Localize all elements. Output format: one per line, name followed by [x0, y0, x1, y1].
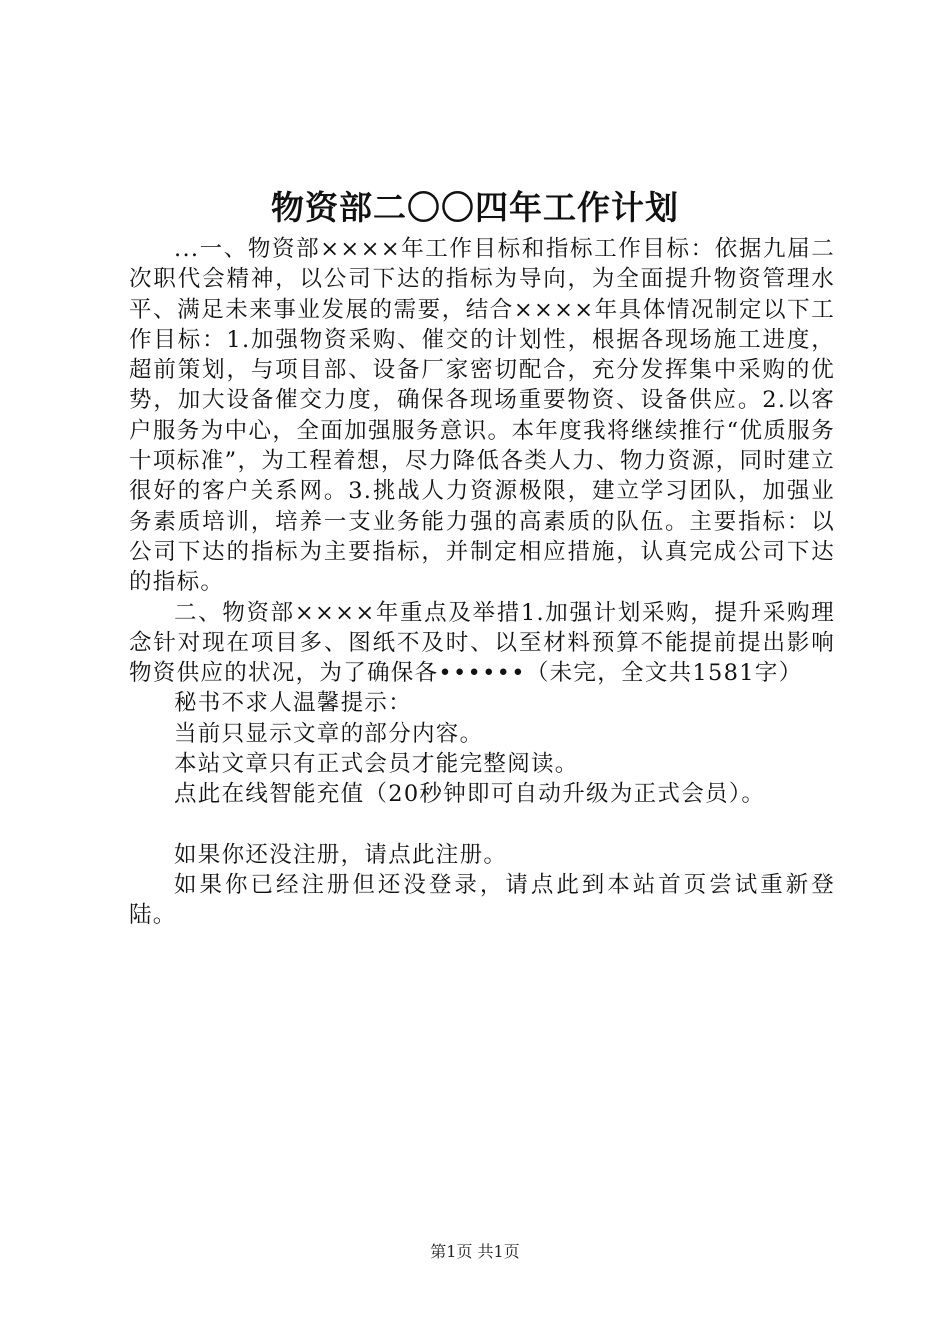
tip-members-only: 本站文章只有正式会员才能完整阅读。: [174, 751, 579, 778]
tip-heading: 秘书不求人温馨提示：: [174, 690, 413, 717]
document-title: 物资部二〇〇四年工作计划: [271, 188, 679, 227]
spacer: [129, 810, 835, 840]
register-link[interactable]: 如果你还没注册，请点此注册。: [174, 841, 508, 868]
page-footer: 第1页 共1页: [430, 1242, 520, 1261]
document-body: [129, 234, 835, 931]
recharge-link[interactable]: 点此在线智能充值（20秒钟即可自动升级为正式会员）。: [174, 781, 766, 808]
member-tip-block: [129, 688, 835, 809]
tip-partial-content: 当前只显示文章的部分内容。: [174, 720, 484, 747]
login-link[interactable]: 如果你已经注册但还没登录，请点此到本站首页尝试重新登陆。: [129, 871, 835, 929]
paragraph-work-goals: ...一、物资部××××年工作目标和指标工作目标：依据九届二次职代会精神，以公司下达的指标为导向，为全面提升物资管理水平、满足未来事业发展的需要，结合××××年具体情况制定以下工作目标：1.加强物资采购、催交的计划性，根据各现场施工进度，超前策划，与项目部、设备厂家密切配合，充分发挥集中采购的优势，加大设备催交力度，确保各现场重要物资、设备供应。2.以客户服务为中心，全面加强服务意识。本年度我将继续推行“优质服务十项标准”，为工程着想，尽力降低各类人力、物力资源，同时建立很好的客户关系网。3.挑战人力资源极限，建立学习团队，加强业务素质培训，培养一支业务能力强的高素质的队伍。主要指标：以公司下达的指标为主要指标，并制定相应措施，认真完成公司下达的指标。: [129, 236, 835, 596]
paragraph-key-measures: 二、物资部××××年重点及举措1.加强计划采购，提升采购理念针对现在项目多、图纸不及时、以至材料预算不能提前提出影响物资供应的状况，为了确保各••••••（未完，全文共1581字）: [129, 599, 835, 687]
